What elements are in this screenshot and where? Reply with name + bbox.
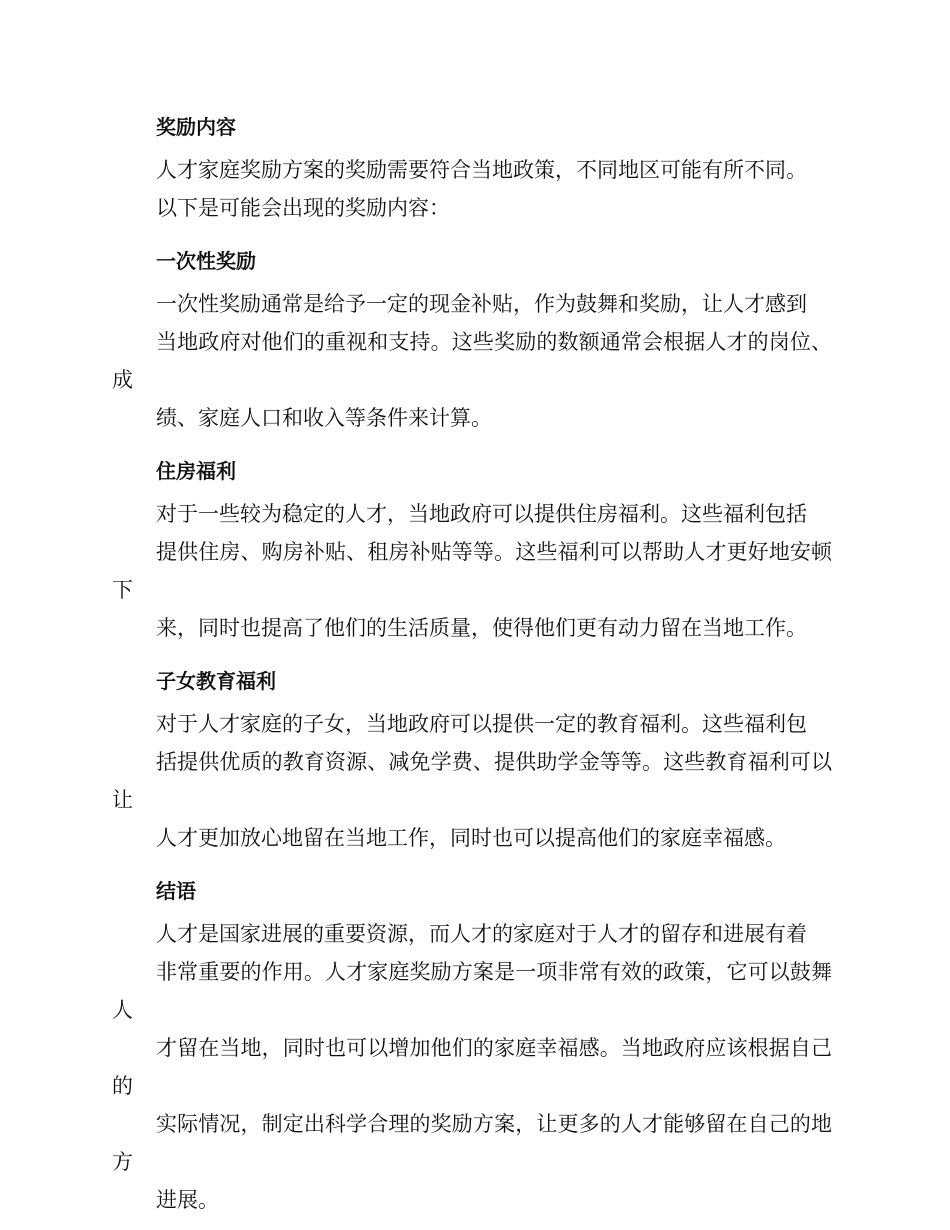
paragraph-line: 来，同时也提高了他们的生活质量，使得他们更有动力留在当地工作。 (156, 616, 807, 640)
paragraph-line: 对于一些较为稳定的人才，当地政府可以提供住房福利。这些福利包括 (156, 502, 807, 526)
paragraph-line: 提供住房、购房补贴、租房补贴等等。这些福利可以帮助人才更好地安顿下 (112, 540, 832, 602)
section-paragraph (112, 285, 832, 437)
section-paragraph (112, 151, 832, 227)
paragraph-line: 进展。 (156, 1188, 219, 1212)
section-heading: 子女教育福利 (156, 669, 276, 693)
section-paragraph (112, 495, 832, 647)
section-reward-content (112, 103, 832, 227)
section-paragraph (112, 915, 832, 1219)
section-heading: 结语 (156, 879, 196, 903)
paragraph-line: 人才家庭奖励方案的奖励需要符合当地政策，不同地区可能有所不同。 (156, 158, 807, 182)
document-body (112, 103, 832, 1229)
section-housing-welfare (112, 447, 832, 647)
section-education-welfare (112, 657, 832, 857)
paragraph-line: 人才是国家进展的重要资源，而人才的家庭对于人才的留存和进展有着 (156, 922, 807, 946)
paragraph-line: 括提供优质的教育资源、减免学费、提供助学金等等。这些教育福利可以让 (112, 750, 832, 812)
section-heading: 住房福利 (156, 459, 236, 483)
paragraph-line: 才留在当地，同时也可以增加他们的家庭幸福感。当地政府应该根据自己的 (112, 1036, 832, 1098)
paragraph-line: 对于人才家庭的子女，当地政府可以提供一定的教育福利。这些福利包 (156, 712, 807, 736)
paragraph-line: 实际情况，制定出科学合理的奖励方案，让更多的人才能够留在自己的地方 (112, 1112, 832, 1174)
section-conclusion (112, 867, 832, 1219)
section-heading: 奖励内容 (156, 115, 236, 139)
section-paragraph (112, 705, 832, 857)
paragraph-line: 绩、家庭人口和收入等条件来计算。 (156, 406, 492, 430)
paragraph-line: 一次性奖励通常是给予一定的现金补贴，作为鼓舞和奖励，让人才感到 (156, 292, 807, 316)
paragraph-line: 以下是可能会出现的奖励内容： (156, 196, 450, 220)
paragraph-line: 非常重要的作用。人才家庭奖励方案是一项非常有效的政策，它可以鼓舞人 (112, 960, 832, 1022)
section-one-time-reward (112, 237, 832, 437)
paragraph-line: 当地政府对他们的重视和支持。这些奖励的数额通常会根据人才的岗位、成 (112, 330, 832, 392)
section-heading: 一次性奖励 (156, 249, 256, 273)
paragraph-line: 人才更加放心地留在当地工作，同时也可以提高他们的家庭幸福感。 (156, 826, 786, 850)
